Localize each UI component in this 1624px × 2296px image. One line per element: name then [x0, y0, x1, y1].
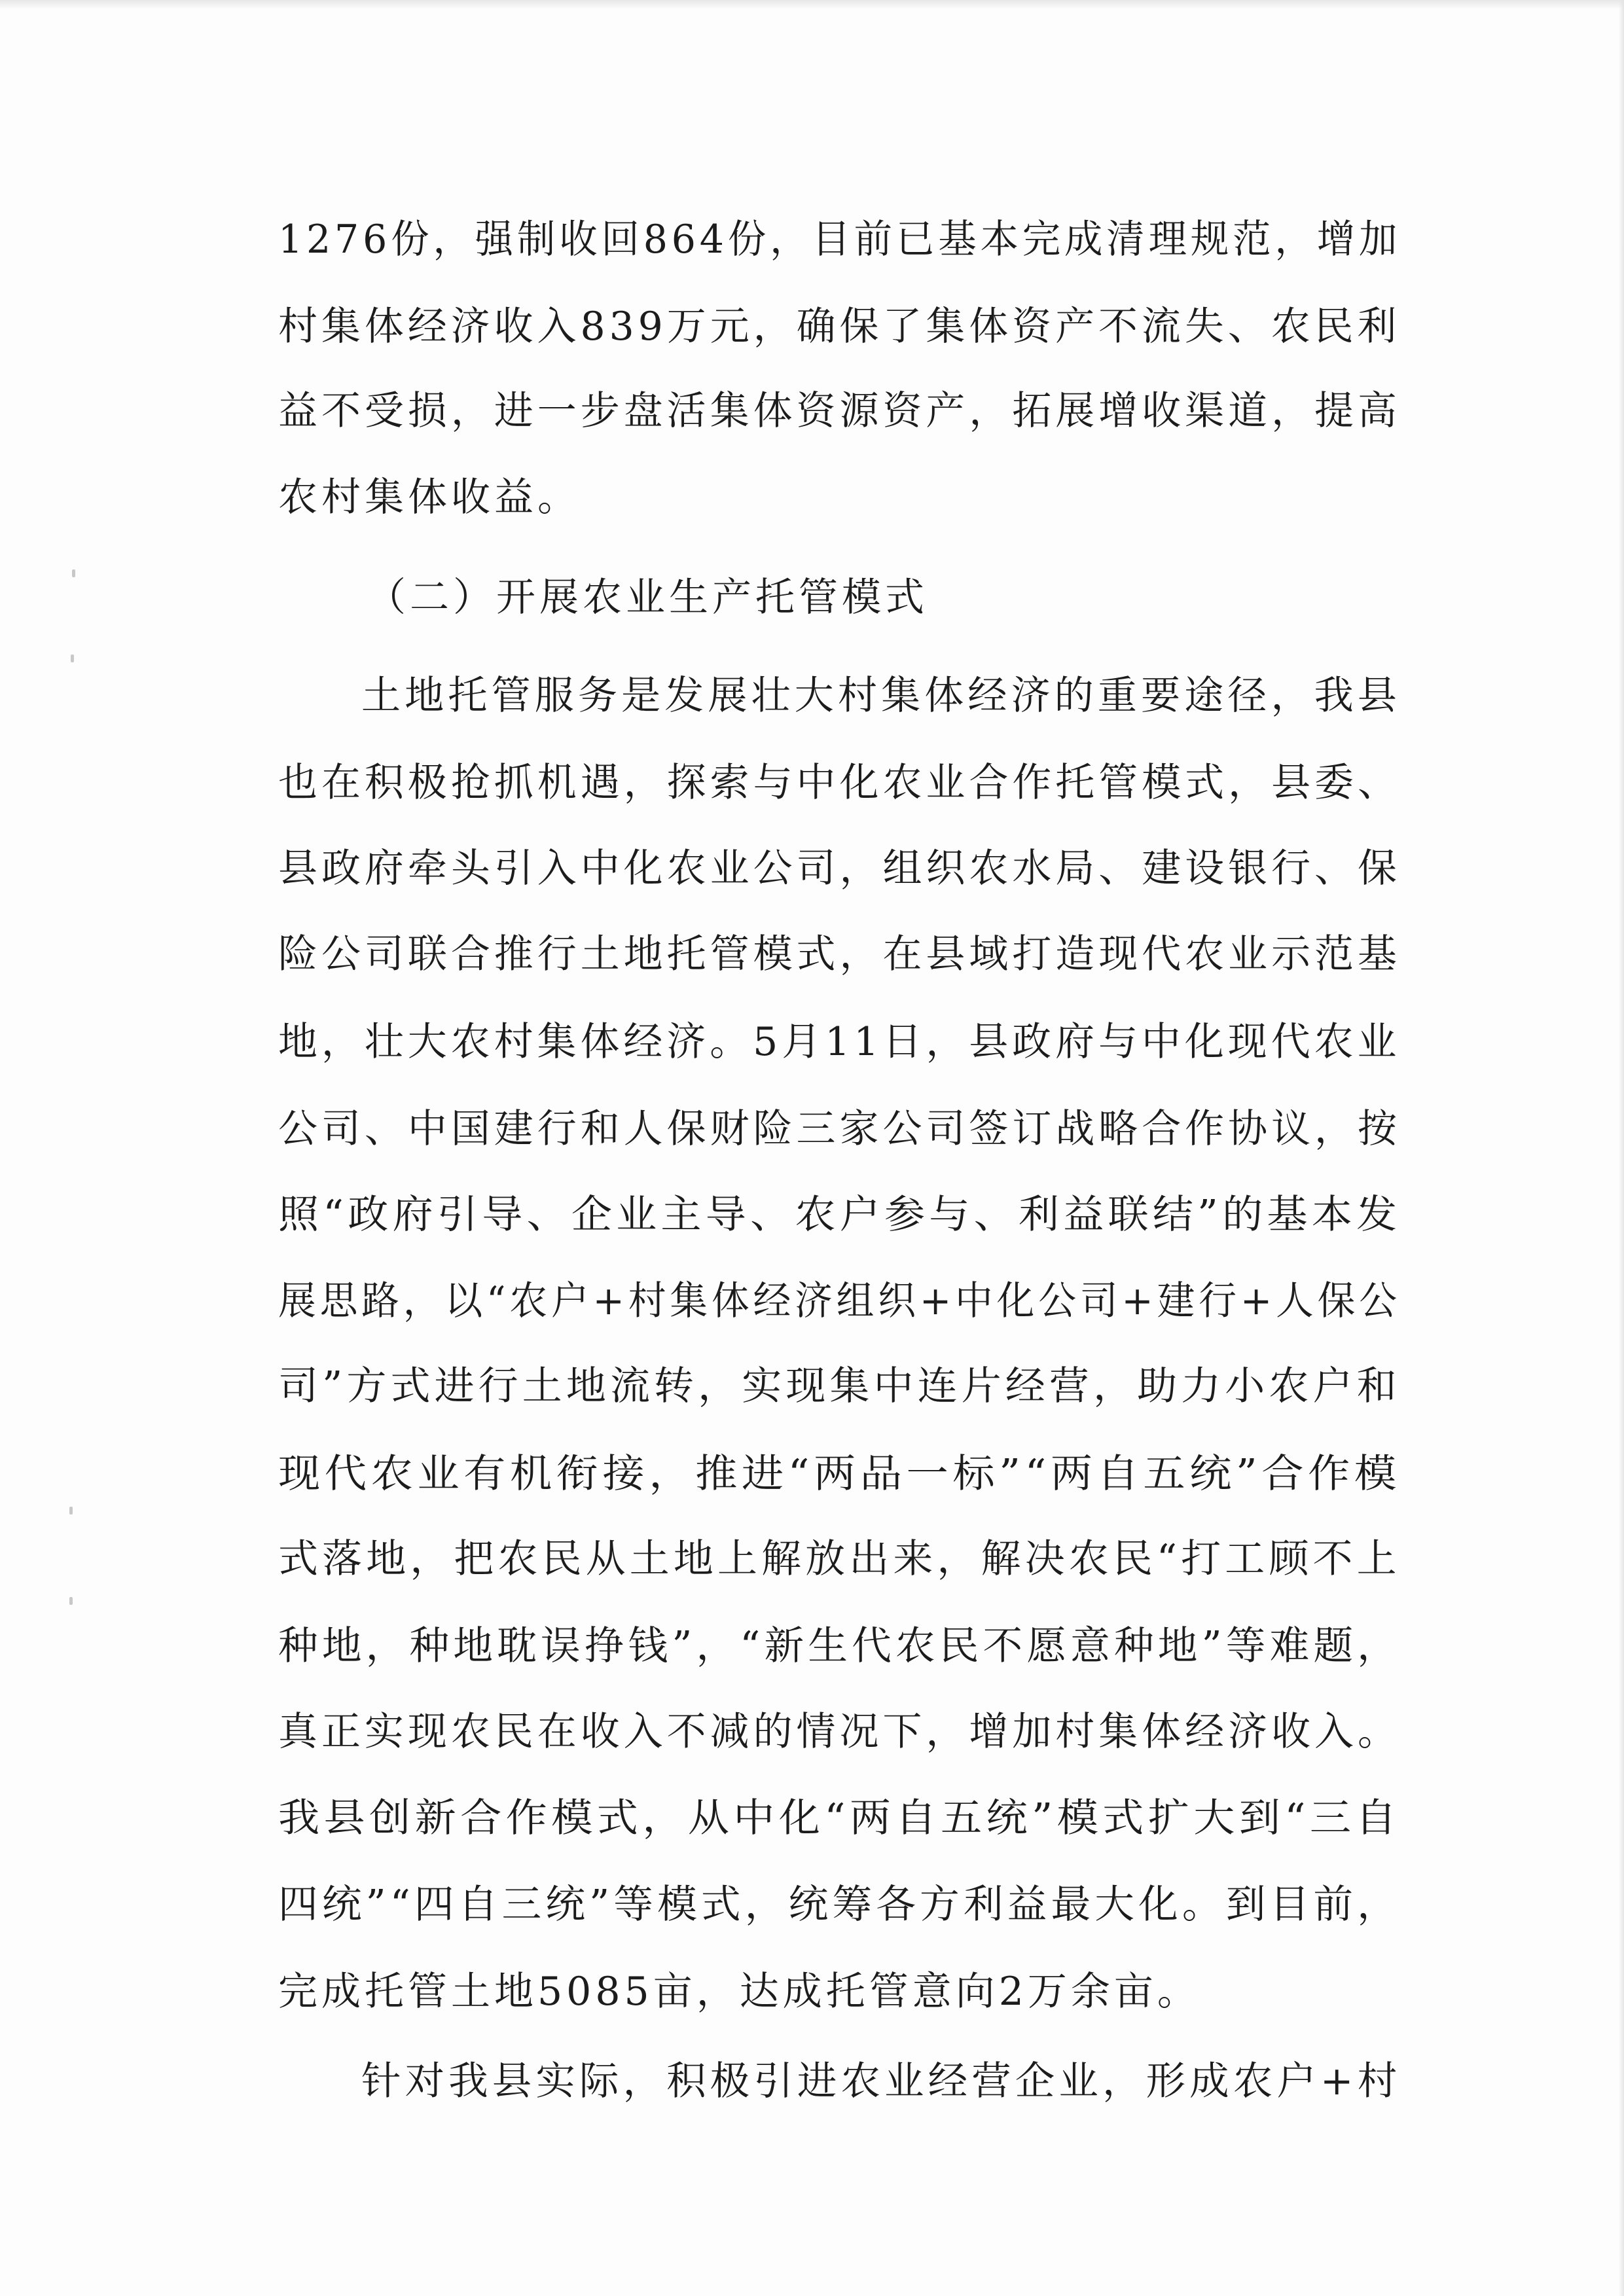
- text-line: 农村集体收益。: [278, 475, 581, 520]
- text-line: 司”方式进行土地流转，实现集中连片经营，助力小农户和: [278, 1363, 1401, 1409]
- text-line: 我县创新合作模式，从中化“两自五统”模式扩大到“三自: [278, 1795, 1401, 1841]
- scan-edge-top: [0, 0, 1624, 9]
- text-line: 土地托管服务是发展壮大村集体经济的重要途径，我县: [361, 673, 1401, 719]
- text-line: 益不受损，进一步盘活集体资源资产，拓展增收渠道，提高: [278, 388, 1401, 434]
- text-line: 展思路，以“农户+村集体经济组织+中化公司+建行+人保公: [278, 1278, 1401, 1324]
- scan-speck: [69, 1507, 73, 1515]
- text-line: 公司、中国建行和人保财险三家公司签订战略合作协议，按: [278, 1106, 1401, 1152]
- text-line: 完成托管土地5085亩，达成托管意向2万余亩。: [278, 1969, 1200, 2015]
- text-line: 四统”“四自三统”等模式，统筹各方利益最大化。到目前，: [278, 1882, 1401, 1928]
- text-line: 也在积极抢抓机遇，探索与中化农业合作托管模式，县委、: [278, 760, 1401, 806]
- text-line: 式落地，把农民从土地上解放出来，解决农民“打工顾不上: [278, 1536, 1401, 1582]
- scan-speck: [72, 569, 75, 577]
- text-line: 现代农业有机衔接，推进“两品一标”“两自五统”合作模: [278, 1451, 1401, 1497]
- text-line: 地，壮大农村集体经济。5月11日，县政府与中化现代农业: [278, 1019, 1401, 1065]
- section-heading: （二）开展农业生产托管模式: [367, 575, 928, 620]
- text-line: 真正实现农民在收入不减的情况下，增加村集体经济收入。: [278, 1709, 1401, 1755]
- text-line: 针对我县实际，积极引进农业经营企业，形成农户+村: [361, 2058, 1401, 2104]
- scan-edge-right: [1619, 0, 1624, 2296]
- scan-speck: [69, 1597, 73, 1605]
- text-line: 县政府牵头引入中化农业公司，组织农水局、建设银行、保: [278, 846, 1401, 891]
- text-line: 村集体经济收入839万元，确保了集体资产不流失、农民利: [278, 304, 1401, 350]
- text-line: 险公司联合推行土地托管模式，在县域打造现代农业示范基: [278, 931, 1401, 977]
- text-line: 照“政府引导、企业主导、农户参与、利益联结”的基本发: [278, 1192, 1401, 1238]
- text-line: 1276份，强制收回864份，目前已基本完成清理规范，增加: [278, 217, 1401, 262]
- text-line: 种地，种地耽误挣钱”，“新生代农民不愿意种地”等难题，: [278, 1623, 1401, 1669]
- scan-speck: [71, 655, 74, 662]
